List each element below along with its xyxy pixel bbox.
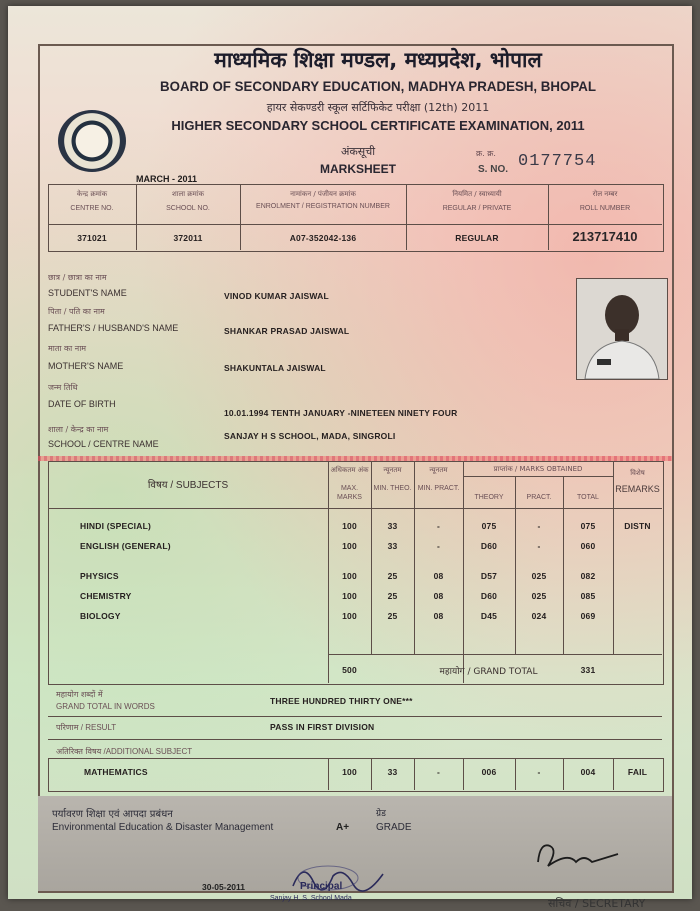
- min-theory: 33: [387, 521, 398, 531]
- principal-label: Principal: [300, 881, 343, 892]
- serial-label-hindi: क्र. क्र.: [476, 149, 496, 158]
- practical-marks: -: [537, 541, 541, 551]
- issue-date: 30-05-2011: [202, 882, 246, 892]
- subject-name: CHEMISTRY: [80, 591, 132, 601]
- regular-private-header: REGULAR / PRIVATE: [442, 205, 512, 212]
- min-theory-header: MIN. THEO.: [373, 485, 412, 492]
- theory-header: THEORY: [474, 494, 504, 501]
- theory-marks: D45: [480, 611, 498, 621]
- min-practical: 08: [433, 571, 444, 581]
- dob-label: DATE OF BIRTH: [48, 399, 116, 409]
- min-theory: 33: [387, 541, 398, 551]
- enrolment-number: A07-352042-136: [289, 233, 357, 243]
- school-stamp: Sanjay H. S. School Mada: [270, 895, 352, 902]
- words-label-hindi: महायोग शब्दों में: [56, 690, 103, 699]
- subject-name: BIOLOGY: [80, 611, 121, 621]
- max-marks: 100: [342, 521, 357, 531]
- min-practical-header-hindi: न्यूनतम: [429, 466, 448, 474]
- father-name-label-hindi: पिता / पति का नाम: [48, 307, 105, 316]
- additional-subject-label: अतिरिक्त विषय /ADDITIONAL SUBJECT: [56, 747, 193, 756]
- marksheet-title-hindi: अंकसूची: [340, 145, 376, 158]
- secretary-signature-icon: [528, 832, 628, 878]
- max-marks: 100: [342, 571, 357, 581]
- person-photo-icon: [577, 279, 667, 379]
- grade-label: GRADE: [376, 822, 412, 833]
- grade-label-hindi: ग्रेड: [376, 809, 386, 819]
- min-practical: 08: [433, 591, 444, 601]
- subject-name: HINDI (SPECIAL): [80, 521, 151, 531]
- practical-marks: 025: [531, 571, 547, 581]
- min-practical: -: [436, 541, 441, 551]
- result: PASS IN FIRST DIVISION: [270, 722, 375, 732]
- exam-month: MARCH - 2011: [136, 174, 198, 184]
- marksheet-document: [8, 6, 692, 910]
- board-title-english: BOARD OF SECONDARY EDUCATION, MADHYA PRADESH, BHOPAL: [160, 78, 596, 94]
- school-no: 372011: [173, 233, 203, 243]
- max-marks: 100: [342, 767, 357, 777]
- exam-title-hindi: हायर सेकण्डरी स्कूल सर्टिफिकेट परीक्षा (12th) 2011: [266, 101, 490, 114]
- subjects-header: विषय / SUBJECTS: [147, 480, 229, 491]
- exam-title-english: HIGHER SECONDARY SCHOOL CERTIFICATE EXAMINATION, 2011: [171, 118, 585, 133]
- serial-label: S. NO.: [478, 164, 509, 175]
- practical-header: PRACT.: [526, 494, 552, 501]
- total-marks: 060: [580, 541, 596, 551]
- marksheet-title: MARKSHEET: [319, 162, 396, 176]
- roll-number: 213717410: [572, 229, 638, 244]
- theory-marks: 075: [481, 521, 497, 531]
- min-theory: 25: [387, 591, 398, 601]
- father-name: SHANKAR PRASAD JAISWAL: [224, 326, 350, 336]
- env-education-label: Environmental Education & Disaster Management: [52, 822, 274, 833]
- grand-total-label: महायोग / GRAND TOTAL: [439, 667, 538, 677]
- board-emblem-icon: [58, 110, 126, 172]
- mother-name: SHAKUNTALA JAISWAL: [224, 363, 326, 373]
- theory-marks: 006: [481, 767, 497, 777]
- date-of-birth: 10.01.1994 TENTH JANUARY -NINETEEN NINETY FOUR: [224, 408, 458, 418]
- student-photo: [576, 278, 668, 380]
- total-header: TOTAL: [577, 494, 599, 501]
- max-marks-header-hindi: अधिकतम अंक: [330, 466, 369, 474]
- min-practical: 08: [433, 611, 444, 621]
- regular-private-header-hindi: नियमित / स्वाध्यायी: [452, 190, 502, 198]
- max-marks-header: MAX. MARKS: [337, 485, 362, 501]
- min-practical: -: [436, 767, 441, 777]
- result-label: परिणाम / RESULT: [56, 723, 117, 732]
- enrolment-header-hindi: नामांकन / पंजीयन क्रमांक: [290, 190, 356, 198]
- student-name-label-hindi: छात्र / छात्रा का नाम: [48, 273, 107, 282]
- total-marks: 069: [580, 611, 596, 621]
- subject-name: ENGLISH (GENERAL): [80, 541, 171, 551]
- words-label: GRAND TOTAL IN WORDS: [56, 702, 155, 711]
- remarks: FAIL: [627, 767, 648, 777]
- practical-marks: -: [537, 767, 541, 777]
- min-theory: 25: [387, 571, 398, 581]
- remarks-header: REMARKS: [615, 484, 660, 494]
- practical-marks: 025: [531, 591, 547, 601]
- secretary-label: सचिव / SECRETARY: [548, 897, 646, 910]
- total-marks: 075: [580, 521, 596, 531]
- env-education-label-hindi: पर्यावरण शिक्षा एवं आपदा प्रबंधन: [52, 809, 173, 820]
- centre-no: 371021: [77, 233, 107, 243]
- serial-number: 0177754: [518, 152, 597, 171]
- student-name: VINOD KUMAR JAISWAL: [224, 291, 329, 301]
- min-practical-header: MIN. PRACT.: [417, 485, 460, 492]
- roll-number-header-hindi: रोल नम्बर: [592, 190, 618, 198]
- centre-no-header-hindi: केन्द्र क्रमांक: [76, 190, 108, 198]
- theory-marks: D57: [480, 571, 498, 581]
- school-no-header-hindi: शाला क्रमांक: [171, 190, 205, 198]
- enrolment-header: ENROLMENT / REGISTRATION NUMBER: [256, 203, 390, 210]
- school-name-label: SCHOOL / CENTRE NAME: [48, 439, 159, 449]
- roll-number-header: ROLL NUMBER: [579, 205, 631, 212]
- additional-subject-name: MATHEMATICS: [84, 767, 148, 777]
- subject-name: PHYSICS: [80, 571, 119, 581]
- father-name-label: FATHER'S / HUSBAND'S NAME: [48, 323, 179, 333]
- practical-marks: -: [537, 521, 541, 531]
- grand-total: 331: [580, 665, 596, 675]
- practical-marks: 024: [531, 611, 547, 621]
- mother-name-label-hindi: माता का नाम: [48, 344, 87, 353]
- total-marks: 004: [580, 767, 596, 777]
- grand-total-words: THREE HUNDRED THIRTY ONE***: [270, 696, 413, 706]
- board-title-hindi: माध्यमिक शिक्षा मण्डल, मध्यप्रदेश, भोपाल: [214, 48, 542, 72]
- remarks: DISTN: [624, 521, 651, 531]
- min-practical: -: [436, 521, 441, 531]
- env-education-grade: A+: [336, 822, 350, 833]
- max-marks: 100: [342, 611, 357, 621]
- min-theory: 25: [387, 611, 398, 621]
- remarks-header-hindi: विशेष: [630, 469, 645, 477]
- theory-marks: D60: [480, 541, 498, 551]
- dob-label-hindi: जन्म तिथि: [48, 383, 78, 392]
- total-marks: 085: [580, 591, 596, 601]
- total-marks: 082: [580, 571, 596, 581]
- theory-marks: D60: [480, 591, 498, 601]
- min-theory-header-hindi: न्यूनतम: [383, 466, 402, 474]
- centre-no-header: CENTRE NO.: [70, 205, 114, 212]
- school-no-header: SCHOOL NO.: [166, 205, 210, 212]
- school-name-label-hindi: शाला / केन्द्र का नाम: [48, 425, 109, 434]
- min-theory: 33: [387, 767, 398, 777]
- max-marks: 100: [342, 591, 357, 601]
- marks-obtained-header: प्राप्तांक / MARKS OBTAINED: [493, 465, 583, 473]
- grand-max-marks: 500: [342, 665, 357, 675]
- school-name: SANJAY H S SCHOOL, MADA, SINGROLI: [224, 431, 396, 441]
- student-name-label: STUDENT'S NAME: [48, 288, 127, 298]
- regular-private: REGULAR: [455, 233, 499, 243]
- mother-name-label: MOTHER'S NAME: [48, 361, 124, 371]
- max-marks: 100: [342, 541, 357, 551]
